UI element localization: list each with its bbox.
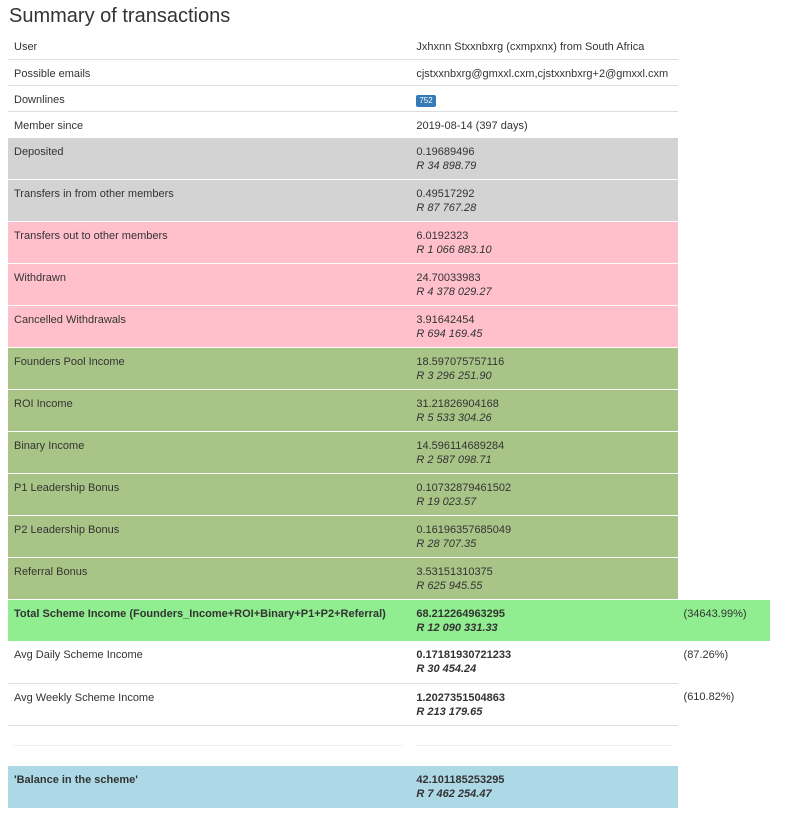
btc-value: 0.19689496 — [416, 145, 475, 158]
zar-value: R 2 587 098.71 — [416, 453, 492, 466]
zar-value: R 28 707.35 — [416, 537, 477, 550]
row-label: User — [14, 41, 38, 53]
table-row-total-scheme-income — [8, 599, 770, 641]
member-since-value: 2019-08-14 (397 days) — [410, 111, 677, 137]
row-label: Cancelled Withdrawals — [8, 305, 410, 347]
row-label: Founders Pool Income — [8, 347, 410, 389]
row-label: Binary Income — [8, 431, 410, 473]
row-label: Avg Daily Scheme Income — [14, 649, 143, 661]
table-row-founders-pool — [8, 347, 770, 389]
table-row-deposited — [8, 137, 770, 179]
table-row-avg-weekly — [8, 683, 770, 725]
percentage-value: (610.82%) — [683, 691, 735, 703]
row-label: Avg Weekly Scheme Income — [8, 683, 410, 725]
zar-value: R 34 898.79 — [416, 159, 477, 172]
row-label: Transfers in from other members — [8, 179, 410, 221]
zar-value: R 12 090 331.33 — [416, 621, 498, 634]
btc-value: 0.17181930721233 — [416, 649, 512, 661]
percentage-value: (87.26%) — [683, 649, 729, 661]
table-row-member-since — [8, 111, 770, 137]
zar-value: R 30 454.24 — [416, 663, 477, 675]
btc-value: 0.49517292 — [416, 187, 475, 200]
table-row-binary-income — [8, 431, 770, 473]
row-label: Referral Bonus — [8, 557, 410, 599]
row-label: Member since — [8, 111, 410, 137]
divider — [416, 745, 671, 746]
zar-value: R 19 023.57 — [416, 495, 477, 508]
btc-value: 31.21826904168 — [416, 397, 499, 410]
btc-value: 42.101185253295 — [416, 773, 505, 786]
row-label: Total Scheme Income (Founders_Income+ROI+Binary+P1+P2+Referral) — [8, 599, 410, 641]
table-row-user — [8, 33, 770, 59]
btc-value: 3.91642454 — [416, 313, 475, 326]
row-label: Transfers out to other members — [8, 221, 410, 263]
zar-value: R 625 945.55 — [416, 579, 483, 592]
row-label: ROI Income — [8, 389, 410, 431]
table-row-transfers-out — [8, 221, 770, 263]
btc-value: 3.53151310375 — [416, 565, 493, 578]
zar-value: R 1 066 883.10 — [416, 243, 492, 256]
table-row-referral-bonus — [8, 557, 770, 599]
table-row-roi-income — [8, 389, 770, 431]
zar-value: R 7 462 254.47 — [416, 787, 492, 800]
row-label: P1 Leadership Bonus — [8, 473, 410, 515]
table-row-p1-leadership — [8, 473, 770, 515]
zar-value: R 5 533 304.26 — [416, 411, 492, 424]
table-row-emails — [8, 59, 770, 85]
row-label: Possible emails — [8, 59, 410, 85]
table-row-transfers-in — [8, 179, 770, 221]
table-row-withdrawn — [8, 263, 770, 305]
table-row-cancelled-withdrawals — [8, 305, 770, 347]
downlines-badge[interactable]: 752 — [416, 95, 435, 107]
page-title: Summary of transactions — [9, 5, 231, 27]
btc-value: 6.0192323 — [416, 229, 469, 242]
zar-value: R 3 296 251.90 — [416, 369, 492, 382]
divider — [14, 745, 402, 746]
summary-table — [8, 33, 770, 808]
btc-value: 0.16196357685049 — [416, 523, 512, 536]
row-label: P2 Leadership Bonus — [8, 515, 410, 557]
percentage-value: (34643.99%) — [678, 599, 770, 641]
btc-value: 1.2027351504863 — [416, 691, 506, 704]
btc-value: 18.597075757116 — [416, 355, 505, 368]
table-row-spacer — [8, 725, 770, 766]
table-row-downlines — [8, 85, 770, 111]
zar-value: R 87 767.28 — [416, 201, 477, 214]
table-row-balance — [8, 766, 770, 808]
zar-value: R 213 179.65 — [416, 705, 483, 718]
btc-value: 68.212264963295 — [416, 607, 506, 620]
row-label: Downlines — [8, 85, 410, 111]
user-value: Jxhxnn Stxxnbxrg (cxmpxnx) from South Africa — [416, 41, 645, 53]
row-label: 'Balance in the scheme' — [8, 766, 410, 808]
emails-value: cjstxxnbxrg@gmxxl.cxm,cjstxxnbxrg+2@gmxxl.cxm — [410, 59, 677, 85]
btc-value: 0.10732879461502 — [416, 481, 512, 494]
zar-value: R 4 378 029.27 — [416, 285, 492, 298]
zar-value: R 694 169.45 — [416, 327, 483, 340]
btc-value: 14.596114689284 — [416, 439, 505, 452]
row-label: Deposited — [8, 137, 410, 179]
row-label: Withdrawn — [8, 263, 410, 305]
table-row-p2-leadership — [8, 515, 770, 557]
table-row-avg-daily — [8, 641, 770, 683]
btc-value: 24.70033983 — [416, 271, 481, 284]
